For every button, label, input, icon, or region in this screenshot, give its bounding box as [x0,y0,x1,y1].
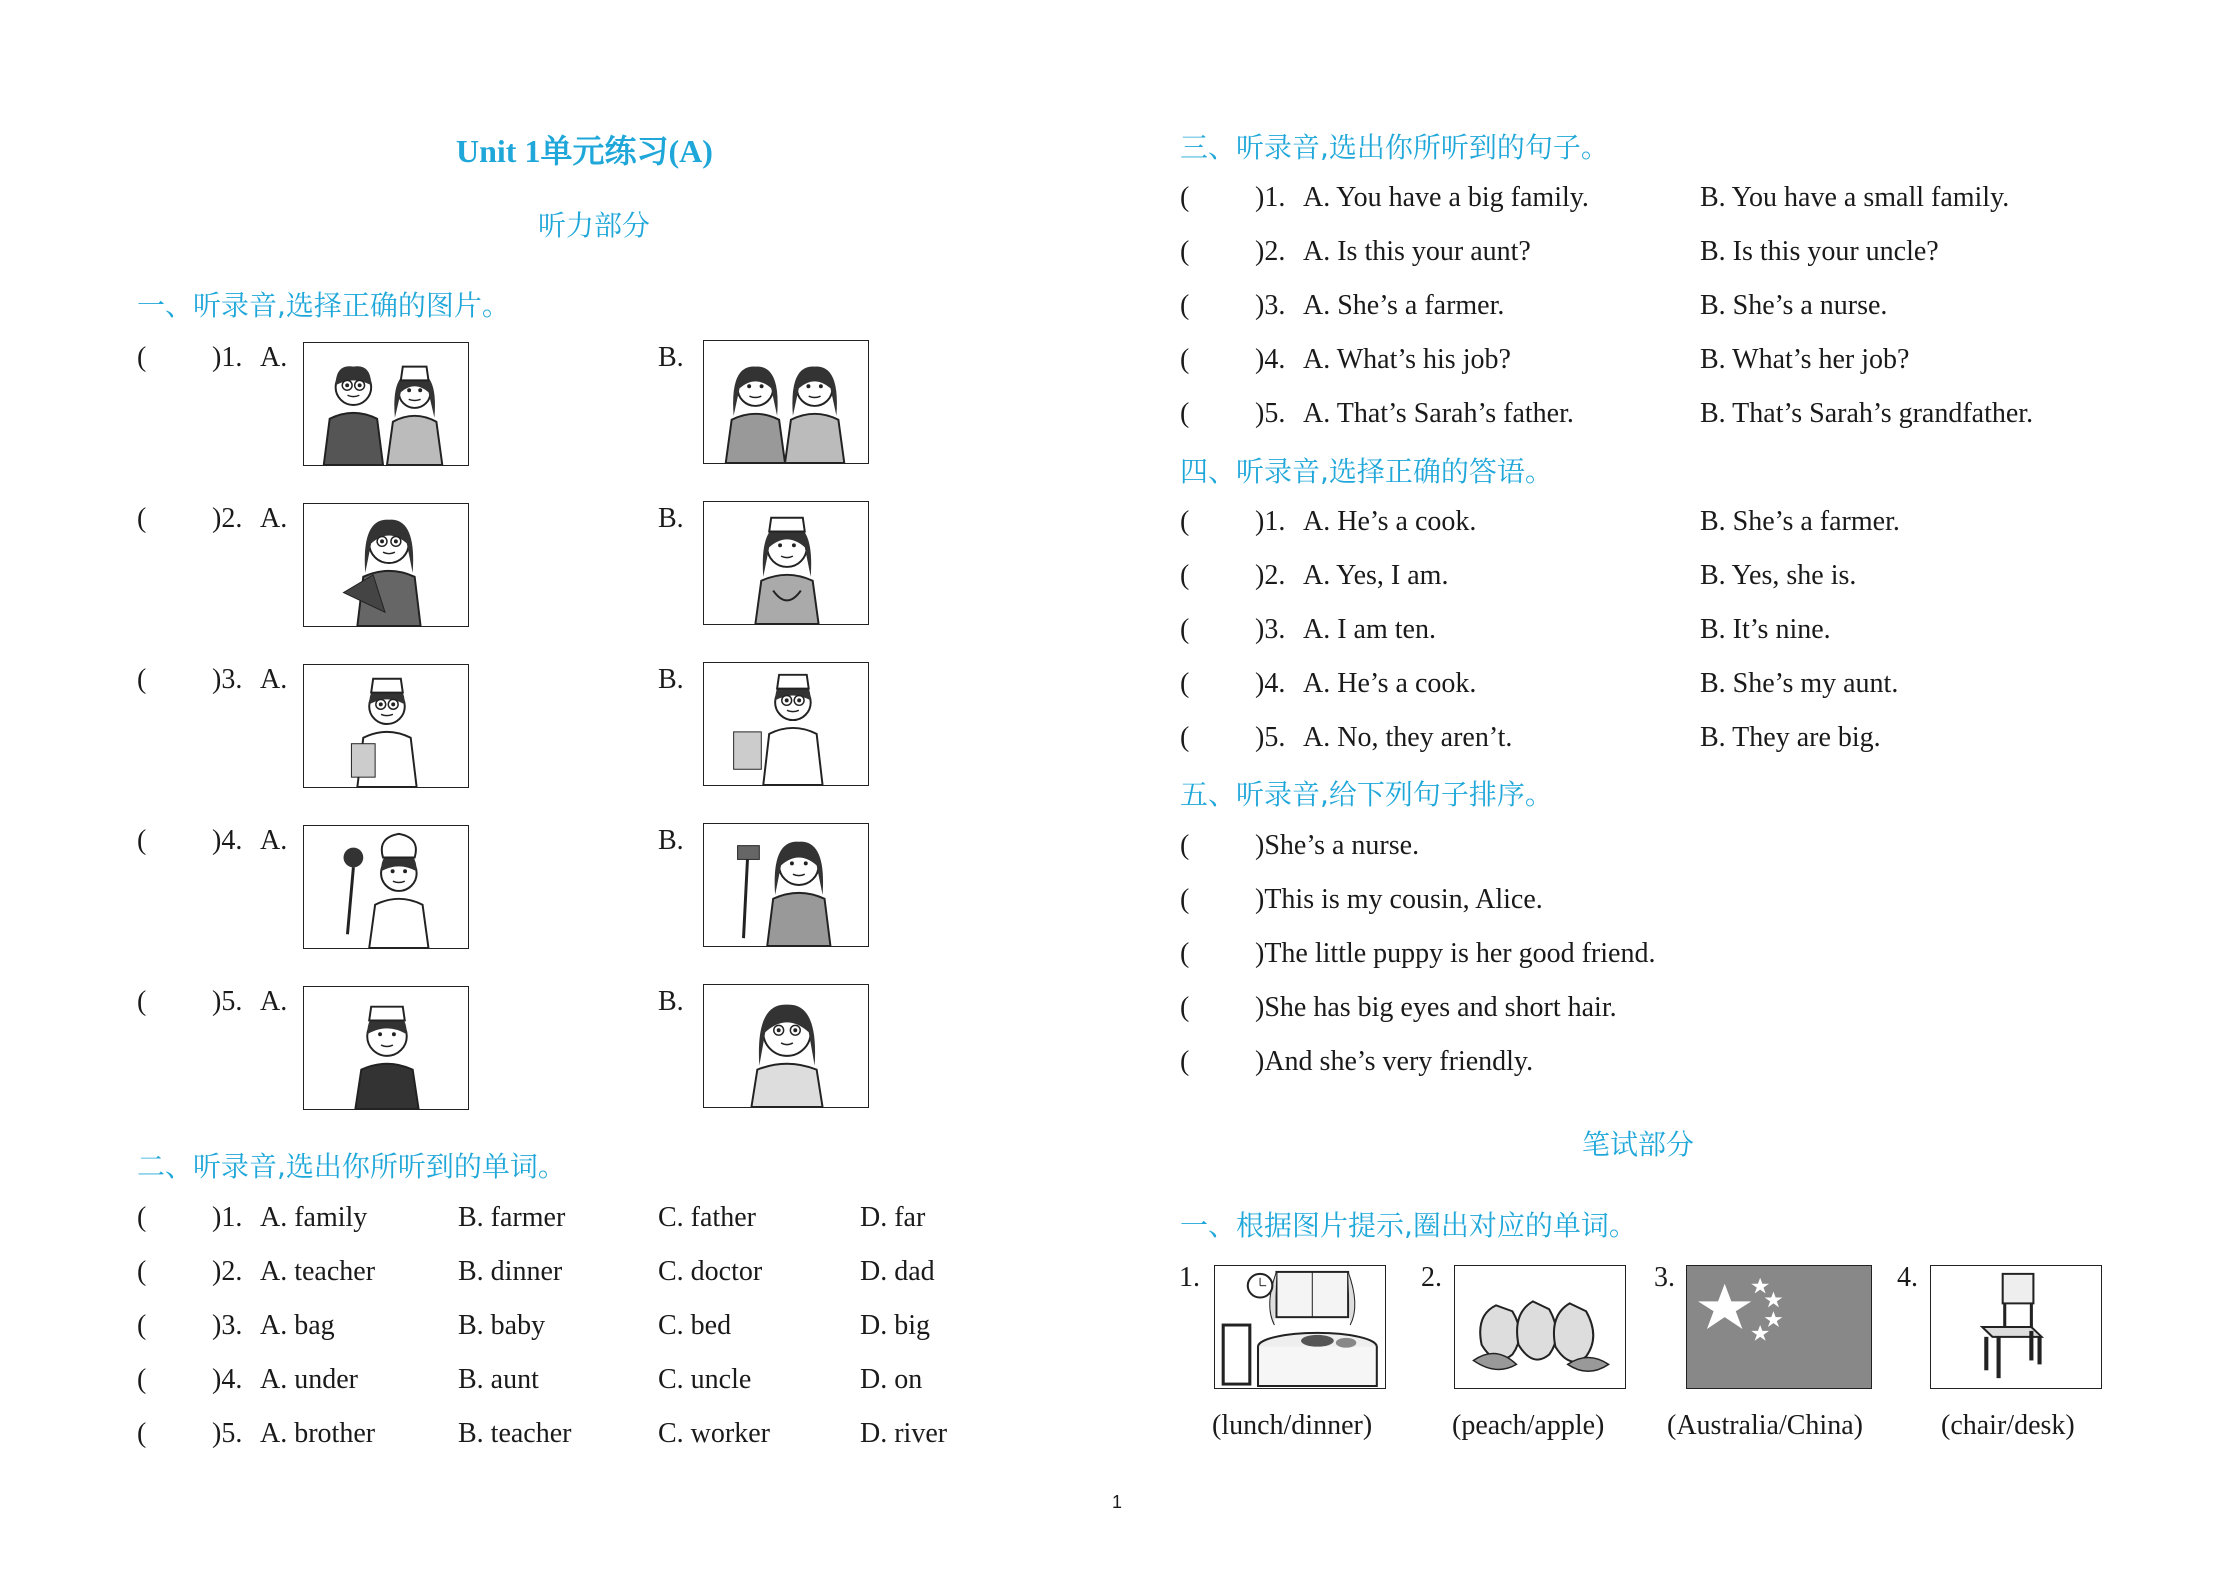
sentence-choice-row [1180,668,2080,708]
answer-blank[interactable]: ( [1180,290,1190,321]
page-title: Unit 1单元练习(A) [456,133,713,169]
word-choice-row [137,1310,977,1350]
section-1-heading: 一、听录音,选择正确的图片。 [137,289,510,322]
answer-blank[interactable]: ( [137,986,147,1017]
answer-blank[interactable]: ( [1180,344,1190,375]
china-flag-illustration [1686,1265,1872,1389]
option-b-label: B. [658,664,684,695]
option-a-label: A. [260,503,288,534]
question-number: )2. [1255,560,1286,591]
answer-blank[interactable]: ( [1180,830,1190,861]
option-a-label: A. [260,825,288,856]
ordering-row [1180,992,2080,1032]
option-a: A. That’s Sarah’s father. [1303,398,1574,429]
option-c: C. father [658,1202,756,1233]
question-number: )2. [212,503,243,534]
item-number: 4. [1897,1262,1918,1293]
option-a: A. teacher [260,1256,376,1287]
answer-blank[interactable]: ( [1180,1046,1190,1077]
item-number: 1. [1179,1262,1200,1293]
writing-section-1-heading: 一、根据图片提示,圈出对应的单词。 [1180,1209,1637,1242]
option-d: D. big [860,1310,930,1341]
option-a: A. He’s a cook. [1303,506,1477,537]
option-c: C. worker [658,1418,770,1449]
peaches-illustration [1454,1265,1626,1389]
option-d: D. far [860,1202,926,1233]
option-a: A. bag [260,1310,335,1341]
question-number: )3. [1255,290,1286,321]
option-a: A. You have a big family. [1303,182,1589,213]
question-number: )1. [1255,506,1286,537]
doctor-man-illustration [703,662,869,786]
answer-blank[interactable]: ( [137,1256,147,1287]
ordering-row [1180,884,2080,924]
answer-blank[interactable]: ( [1180,182,1190,213]
nurse-with-stethoscope-illustration [703,501,869,625]
option-b: B. What’s her job? [1700,344,1910,375]
option-c: C. bed [658,1310,732,1341]
page-number: 1 [1112,1492,1123,1512]
option-b-label: B. [658,503,684,534]
option-d: D. river [860,1418,948,1449]
answer-blank[interactable]: ( [137,664,147,695]
answer-blank[interactable]: ( [1180,992,1190,1023]
question-number: )3. [212,664,243,695]
sentence-choice-row [1180,344,2080,384]
question-number: )3. [1255,614,1286,645]
answer-blank[interactable]: ( [137,1364,147,1395]
option-a: A. She’s a farmer. [1303,290,1505,321]
option-c: C. uncle [658,1364,752,1395]
option-b: B. She’s a farmer. [1700,506,1900,537]
option-b: B. You have a small family. [1700,182,2010,213]
answer-blank[interactable]: ( [1180,506,1190,537]
option-a: A. under [260,1364,358,1395]
sentence-text: )And she’s very friendly. [1255,1046,1534,1077]
option-a: A. I am ten. [1303,614,1436,645]
answer-blank[interactable]: ( [137,503,147,534]
item-number: 3. [1654,1262,1675,1293]
answer-blank[interactable]: ( [1180,938,1190,969]
sentence-choice-row [1180,614,2080,654]
flight-attendant-illustration [303,986,469,1110]
dinner-table-illustration [1214,1265,1386,1389]
word-choice-caption[interactable]: (lunch/dinner) [1212,1410,1373,1441]
option-b-label: B. [658,342,684,373]
listening-heading: 听力部分 [538,209,651,242]
question-number: )4. [1255,344,1286,375]
option-b: B. Yes, she is. [1700,560,1857,591]
word-choice-caption[interactable]: (chair/desk) [1941,1410,2075,1441]
option-b: B. aunt [458,1364,539,1395]
sentence-choice-row [1180,398,2080,438]
sentence-choice-row [1180,182,2080,222]
sentence-choice-row [1180,560,2080,600]
option-a-label: A. [260,986,288,1017]
section-5-heading: 五、听录音,给下列句子排序。 [1180,778,1553,811]
answer-blank[interactable]: ( [1180,560,1190,591]
sentence-choice-row [1180,506,2080,546]
question-number: )1. [212,1202,243,1233]
option-a: A. What’s his job? [1303,344,1511,375]
option-a: A. He’s a cook. [1303,668,1477,699]
question-number: )4. [1255,668,1286,699]
option-b: B. dinner [458,1256,563,1287]
option-b: B. It’s nine. [1700,614,1831,645]
answer-blank[interactable]: ( [137,825,147,856]
doctor-woman-illustration [303,664,469,788]
option-b: B. That’s Sarah’s grandfather. [1700,398,2034,429]
farmer-woman-illustration [703,823,869,947]
option-b: B. farmer [458,1202,566,1233]
question-number: )1. [212,342,243,373]
question-number: )1. [1255,182,1286,213]
option-b: B. She’s a nurse. [1700,290,1888,321]
word-choice-row [137,1256,977,1296]
question-number: )2. [212,1256,243,1287]
question-number: )4. [212,825,243,856]
answer-blank[interactable]: ( [1180,614,1190,645]
option-b: B. baby [458,1310,546,1341]
option-a: A. family [260,1202,368,1233]
sentence-choice-row [1180,236,2080,276]
option-a: A. brother [260,1418,376,1449]
word-choice-row [137,1364,977,1404]
option-b: B. She’s my aunt. [1700,668,1899,699]
item-number: 2. [1421,1262,1442,1293]
ordering-row [1180,938,2080,978]
option-b: B. Is this your uncle? [1700,236,1939,267]
question-number: )5. [1255,722,1286,753]
answer-blank[interactable]: ( [1180,884,1190,915]
woman-with-glasses-illustration [703,984,869,1108]
section-3-heading: 三、听录音,选出你所听到的句子。 [1180,131,1609,164]
sentence-choice-row [1180,722,2080,762]
word-choice-row [137,1418,977,1458]
sentence-choice-row [1180,290,2080,330]
ordering-row [1180,1046,2080,1086]
question-number: )2. [1255,236,1286,267]
option-d: D. on [860,1364,923,1395]
option-b: B. teacher [458,1418,572,1449]
question-number: )3. [212,1310,243,1341]
option-c: C. doctor [658,1256,763,1287]
answer-blank[interactable]: ( [1180,668,1190,699]
option-a: A. No, they aren’t. [1303,722,1513,753]
answer-blank[interactable]: ( [137,1418,147,1449]
question-number: )5. [212,1418,243,1449]
woman-with-book-illustration [303,503,469,627]
option-b-label: B. [658,986,684,1017]
sentence-text: )She has big eyes and short hair. [1255,992,1617,1023]
chair-illustration [1930,1265,2102,1389]
writing-heading: 笔试部分 [1582,1128,1695,1161]
answer-blank[interactable]: ( [1180,236,1190,267]
option-b-label: B. [658,825,684,856]
two-girls-illustration [703,340,869,464]
option-a-label: A. [260,342,288,373]
cook-with-ladle-illustration [303,825,469,949]
option-a: A. Yes, I am. [1303,560,1449,591]
answer-blank[interactable]: ( [1180,722,1190,753]
section-4-heading: 四、听录音,选择正确的答语。 [1180,455,1553,488]
question-number: )5. [212,986,243,1017]
answer-blank[interactable]: ( [1180,398,1190,429]
ordering-row [1180,830,2080,870]
sentence-text: )The little puppy is her good friend. [1255,938,1656,969]
word-choice-row [137,1202,977,1242]
word-choice-caption[interactable]: (peach/apple) [1452,1410,1605,1441]
section-2-heading: 二、听录音,选出你所听到的单词。 [137,1150,566,1183]
question-number: )5. [1255,398,1286,429]
option-a: A. Is this your aunt? [1303,236,1531,267]
question-number: )4. [212,1364,243,1395]
option-b: B. They are big. [1700,722,1881,753]
option-a-label: A. [260,664,288,695]
man-and-nurse-illustration [303,342,469,466]
answer-blank[interactable]: ( [137,1310,147,1341]
answer-blank[interactable]: ( [137,342,147,373]
sentence-text: )This is my cousin, Alice. [1255,884,1543,915]
word-choice-caption[interactable]: (Australia/China) [1667,1410,1863,1441]
sentence-text: )She’s a nurse. [1255,830,1420,861]
answer-blank[interactable]: ( [137,1202,147,1233]
option-d: D. dad [860,1256,935,1287]
